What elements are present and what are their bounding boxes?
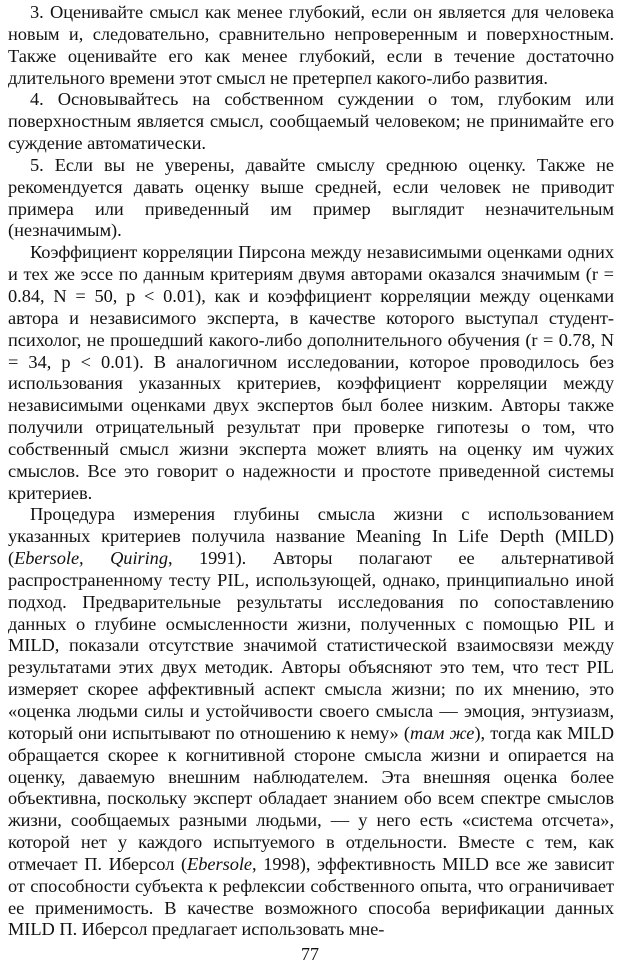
italic-citation: там же <box>409 722 475 743</box>
paragraph <box>8 155 614 242</box>
paragraph <box>8 2 614 89</box>
text-run: 4. Основывайтесь на собственном суждении о том, глубоким или поверхностным является смысл, сообщаемый человеком; не принимайте его суждение автоматически. <box>8 89 614 154</box>
paragraph <box>8 89 614 155</box>
text-run: 5. Если вы не уверены, давайте смыслу среднюю оценку. Также не рекомендуется давать оценку выше средней, если человек не приводит примера или приведенный им пример выглядит незначительным (незначимым). <box>8 154 614 241</box>
italic-citation: Ebersole, Quiring <box>14 548 168 569</box>
body-text <box>8 2 614 941</box>
text-run: , 1991). Авторы полагают ее альтернативой распространенному тесту PIL, использующей, однако, принципиально иной подход. Предварительные результаты исследования по сопоставлению данных о глубине осмысленности жизни, полученных с помощью PIL и MILD, показали отсутствие значимой статистической взаимосвязи между результатами этих двух методик. Авторы объясняют это тем, что тест PIL измеряет скорее аффективный аспект смысла жизни; по их мнению, это «оценка людьми силы и устойчивости своего смысла — эмоция, энтузиазм, который они испытывают по отношению к нему» ( <box>8 548 615 743</box>
italic-citation: Ebersole <box>187 853 253 874</box>
text-run: 3. Оценивайте смысл как менее глубокий, если он является для человека новым и, следовательно, сравнительно непроверенным и поверхностным. Также оценивайте его как менее глубокий, если в течение достаточно длительного времени этот смысл не претерпел какого-либо развития. <box>8 2 614 88</box>
page-number: 77 <box>301 944 319 964</box>
text-run: Процедура измерения глубины смысла жизни с использованием указанных критериев получила название Meaning In Life Depth (MILD) ( <box>8 504 614 569</box>
text-run: ), тогда как MILD обращается скорее к когнитивной стороне смысла жизни и опирается на оценку, даваемую внешним наблюдателем. Эта внешняя оценка более объективна, поскольку эксперт обладает знанием обо всем спектре смыслов жизни, сообщаемых разными людьми, — у него есть «система отсчета», которой нет у каждого испытуемого в отдельности. Вместе с тем, как отмечает П. Иберсол ( <box>8 722 615 874</box>
paragraph <box>8 504 614 941</box>
text-run: Коэффициент корреляции Пирсона между независимыми оценками одних и тех же эссе по данным критериям двумя авторами оказался значимым (r = 0.84, N = 50, p < 0.01), как и коэффициент корреляции между оценками автора и независимого эксперта, в качестве которого выступал студент-психолог, не прошедший какого-либо дополнительного обучения (r = 0.78, N = 34, p < 0.01). В аналогичном исследовании, которое проводилось без использования указанных критериев, коэффициент корреляции между независимыми оценками двух экспертов был более низким. Авторы также получили отрицательный результат при проверке гипотезы о том, что собственный смысл жизни эксперта может влиять на оценку им чужих смыслов. Все это говорит о надежности и простоте приведенной системы критериев. <box>8 242 614 503</box>
paragraph <box>8 242 614 504</box>
text-run: , 1998), эффективность MILD все же зависит от способности субъекта к рефлексии собственного опыта, что ограничивает ее применимость. В качестве возможного способа верификации данных MILD П. Иберсол предлагает использовать мне- <box>8 853 614 940</box>
